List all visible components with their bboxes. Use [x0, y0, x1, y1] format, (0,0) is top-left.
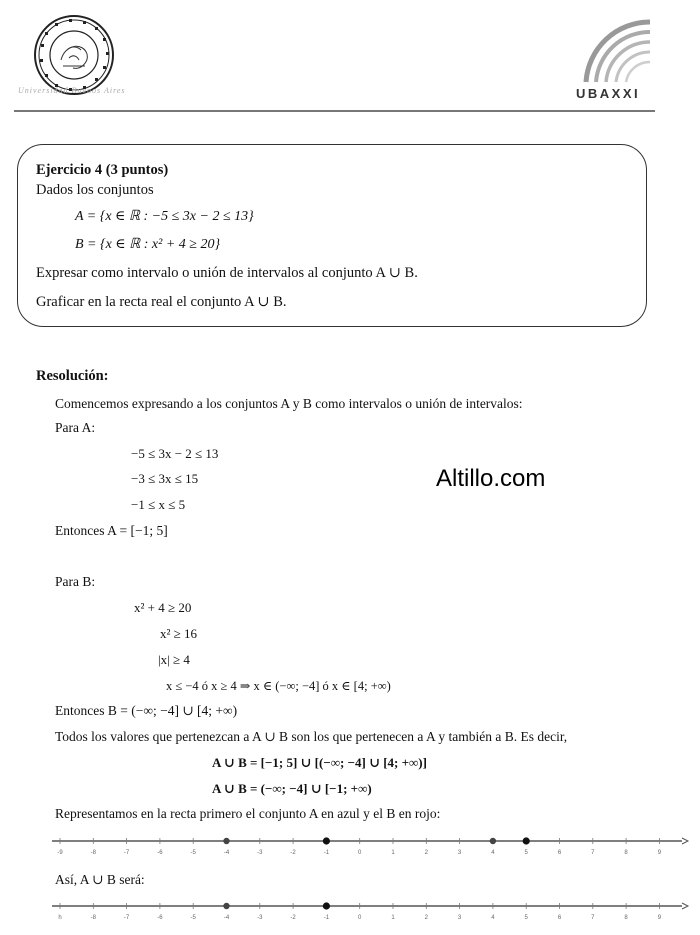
- line1-tick-label: 8: [624, 850, 628, 856]
- line2-arrow: [682, 903, 688, 909]
- task-1: Expresar como intervalo o unión de intervalos al conjunto A ∪ B.: [36, 265, 418, 281]
- line2-tick-label: -1: [323, 915, 330, 921]
- line1-tick-label: -1: [323, 850, 330, 856]
- number-line-intro: Representamos en la recta primero el conjunto A en azul y el B en rojo:: [55, 806, 441, 821]
- line1-tick-label: -3: [257, 850, 263, 856]
- line2-tick-label: 1: [391, 915, 395, 921]
- line1-tick-label: 1: [391, 850, 395, 856]
- number-line-union: [50, 898, 690, 924]
- watermark: Altillo.com: [436, 465, 546, 492]
- line1-point: [223, 838, 229, 844]
- line2-tick-label: -3: [257, 915, 263, 921]
- b-result: Entonces B = (−∞; −4] ∪ [4; +∞): [55, 703, 238, 718]
- b-step-1: x² + 4 ≥ 20: [134, 600, 192, 615]
- line1-tick-label: 0: [358, 850, 362, 856]
- a-result: Entonces A = [−1; 5]: [55, 523, 168, 538]
- line1-point: [323, 837, 330, 844]
- header-divider: [14, 110, 655, 112]
- line1-tick-label: -8: [90, 850, 96, 856]
- line1-tick-label: -7: [123, 850, 130, 856]
- union-step-2: A ∪ B = (−∞; −4] ∪ [−1; +∞): [212, 781, 372, 796]
- line2-tick-label: 7: [591, 915, 595, 921]
- number-line-sets-a-b: [50, 833, 690, 859]
- union-step-1: A ∪ B = [−1; 5] ∪ [(−∞; −4] ∪ [4; +∞)]: [212, 755, 427, 770]
- line2-tick-label: 0: [358, 915, 362, 921]
- set-b-definition: B = {x ∈ ℝ : x² + 4 ≥ 20}: [75, 237, 221, 252]
- line2-tick-label: -5: [190, 915, 196, 921]
- para-a-label: Para A:: [55, 420, 96, 435]
- a-step-1: −5 ≤ 3x − 2 ≤ 13: [131, 446, 219, 461]
- para-b-label: Para B:: [55, 574, 96, 589]
- b-step-2: x² ≥ 16: [160, 626, 198, 641]
- line2-point: [223, 903, 229, 909]
- line2-tick-label: 6: [557, 915, 562, 921]
- set-a-definition: A = {x ∈ ℝ : −5 ≤ 3x − 2 ≤ 13}: [75, 209, 254, 224]
- line2-tick-label: h: [58, 915, 62, 921]
- line1-tick-label: 9: [657, 850, 662, 856]
- line1-point: [523, 837, 530, 844]
- line2-tick-label: -6: [157, 915, 163, 921]
- university-seal-logo: [33, 14, 115, 96]
- line2-tick-label: 4: [491, 915, 495, 921]
- line2-tick-label: 3: [457, 915, 462, 921]
- b-step-4: x ≤ −4 ó x ≥ 4 ⇒ x ∈ (−∞; −4] ó x ∈ [4; +∞): [166, 679, 391, 693]
- line1-tick-label: 2: [424, 850, 428, 856]
- line2-tick-label: -7: [123, 915, 130, 921]
- line2-tick-label: 9: [657, 915, 662, 921]
- a-step-2: −3 ≤ 3x ≤ 15: [131, 471, 199, 486]
- line1-arrow: [682, 838, 688, 844]
- line2-tick-label: -2: [290, 915, 296, 921]
- line2-tick-label: 2: [424, 915, 428, 921]
- line2-tick-label: 5: [524, 915, 528, 921]
- resolution-intro: Comencemos expresando a los conjuntos A y B como intervalos o unión de intervalos:: [55, 396, 523, 411]
- task-2: Graficar en la recta real el conjunto A ∪ B.: [36, 294, 287, 310]
- line1-tick-label: 6: [557, 850, 562, 856]
- signature: Universidad Buenos Aires: [18, 86, 126, 95]
- line2-tick-label: -4: [223, 915, 230, 921]
- line1-tick-label: 5: [524, 850, 528, 856]
- line2-tick-label: 8: [624, 915, 628, 921]
- line1-tick-label: 7: [591, 850, 595, 856]
- resolution-heading: Resolución:: [36, 368, 109, 384]
- line1-tick-label: -5: [190, 850, 196, 856]
- ubaxxi-arcs-logo: [572, 18, 652, 84]
- union-graph-intro: Así, A ∪ B será:: [55, 872, 145, 887]
- line1-tick-label: -6: [157, 850, 163, 856]
- line1-tick-label: -9: [57, 850, 63, 856]
- exercise-intro: Dados los conjuntos: [36, 182, 154, 198]
- line2-tick-label: -8: [90, 915, 96, 921]
- union-explanation: Todos los valores que pertenezcan a A ∪ B son los que pertenecen a A y también a B. Es decir,: [55, 729, 568, 744]
- b-step-3: |x| ≥ 4: [158, 652, 190, 667]
- line1-tick-label: -2: [290, 850, 296, 856]
- line1-tick-label: 3: [457, 850, 462, 856]
- a-step-3: −1 ≤ x ≤ 5: [131, 497, 186, 512]
- line1-tick-label: -4: [223, 850, 230, 856]
- exercise-title: Ejercicio 4 (3 puntos): [36, 162, 169, 178]
- line1-tick-label: 4: [491, 850, 495, 856]
- brand-name: UBAXXI: [576, 86, 641, 101]
- line2-point: [323, 902, 330, 909]
- line1-point: [490, 838, 496, 844]
